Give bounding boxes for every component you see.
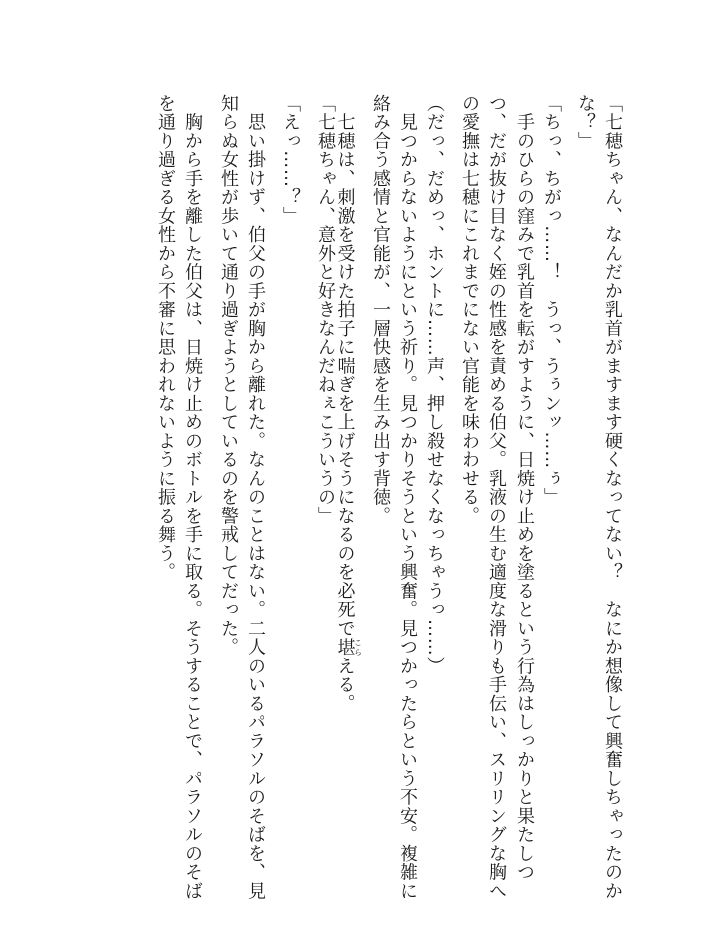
text-line: つ、だが抜け目なく姪の性感を責める伯父。乳液の生む適度な滑りも手伝い、スリリングな胸へ <box>486 94 507 901</box>
text-line: 見つからないようにという祈り。見つかりそうという興奮。見つかったらという不安。複雑に <box>397 94 418 901</box>
text-segment: える。 <box>334 656 356 713</box>
text-line: な？」 <box>575 94 596 151</box>
text-line: 知らぬ女性が歩いて通り過ぎようとしているのを警戒してだった。 <box>218 94 239 657</box>
text-line: 思い掛けず、伯父の手が胸から離れた。なんのことはない。二人のいるパラソルのそばを、見 <box>245 94 266 901</box>
text-line-with-ruby <box>334 94 363 713</box>
ruby-annotation <box>334 637 363 657</box>
ruby-base: 堪 <box>334 637 356 657</box>
text-line: 「七穂ちゃん、なんだか乳首がますます硬くなってない？ なにか想像して興奮しちゃったのか <box>602 94 623 901</box>
text-line: 「えっ……？」 <box>280 94 301 226</box>
text-line: 胸から手を離した伯父は、日焼け止めのボトルを手に取る。そうすることで、パラソルのそば <box>182 94 203 901</box>
text-line: 絡み合う感情と官能が、一層快感を生み出す背徳。 <box>370 94 391 526</box>
text-line: 「ちっ、ちがっ……！ うっ、うぅンッ……ぅ」 <box>541 94 562 507</box>
text-line: 「七穂ちゃん、意外と好きなんだねぇこういうの」 <box>315 94 336 526</box>
text-segment: 七穂は、刺激を受けた拍子に喘ぎを上げそうになるのを必死で <box>334 94 356 638</box>
text-line: （だっ、だめっ、ホントに……声、押し殺せなくなっちゃうっ……） <box>424 94 445 676</box>
text-line: の愛撫は七穂にこれまでにない官能を味わわせる。 <box>459 94 480 526</box>
text-line: を通り過ぎる女性から不審に思われないように振る舞う。 <box>155 94 176 582</box>
text-line: 手のひらの窪みで乳首を転がすように、日焼け止めを塗るという行為はしっかりと果たしつ <box>514 94 535 882</box>
ruby-reading: こら <box>353 637 363 657</box>
